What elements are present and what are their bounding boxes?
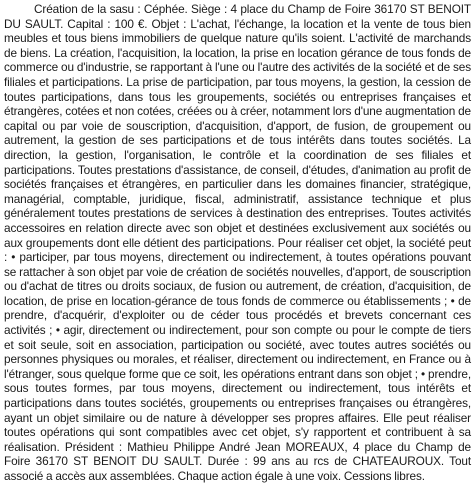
legal-notice-text: Création de la sasu : Céphée. Siège : 4 place du Champ de Foire 36170 ST BENOIT DU SAULT. Capital : 100 €. Objet : L'achat, l'échange, la location et la vente de tous bien meubles et tous biens immobiliers de quelque nature qu'ils soient. L'activité de marchands de biens. La création, l'acquisition, la location, la prise en location gérance de tous fonds de commerce ou d'industrie, se rapportant à l'une ou l'autre des activités de la société et de ses filiales et participations. La prise de participation, par tous moyens, la gestion, la cession de toutes participations, dans tous les groupements, sociétés ou entreprises françaises et étrangères, cotées et non cotées, créées ou à créer, notamment lors d'une augmentation de capital ou par voie de souscription, d'acquisition, d'apport, de fusion, de groupement ou autrement, la gestion de ses participations et de tous intérêts dans toutes sociétés. La direction, la gestion, l'organisation, le contrôle et la coordination de ses filiales et participations. Toutes prestations d'assistance, de conseil, d'études, d'animation au profit de sociétés françaises et étrangères, en particulier dans les domaines financier, stratégique, managérial, comptable, juridique, fiscal, administratif, assistance technique et plus généralement toutes prestations de services à destination des entreprises. Toutes activités accessoires en relation directe avec son objet et destinées exclusivement aux sociétés ou aux groupements dont elle détient des participations. Pour réaliser cet objet, la société peut : • participer, par tous moyens, directement ou indirectement, à toutes opérations pouvant se rattacher à son objet par voie de création de sociétés nouvelles, d'apport, de souscription ou d'achat de titres ou droits sociaux, de fusion ou autrement, de création, d'acquisition, de location, de prise en location-gérance de tous fonds de commerce ou établissements ; • de prendre, d'acquérir, d'exploiter ou de céder tous procédés et brevets concernant ces activités ; • agir, directement ou indirectement, pour son compte ou pour le compte de tiers et soit seule, soit en association, participation ou société, avec toutes autres sociétés ou personnes physiques ou morales, et réaliser, directement ou indirectement, en France ou à l'étranger, sous quelque forme que ce soit, les opérations entrant dans son objet ; • prendre, sous toutes formes, par tous moyens, directement ou indirectement, tous intérêts et participations dans toutes sociétés, groupements ou entreprises françaises ou étrangères, ayant un objet similaire ou de nature à développer ses propres affaires. Elle peut réaliser toutes opérations qui sont compatibles avec cet objet, s'y rapportent et contribuent à sa réalisation. Président : Mathieu Philippe André Jean MOREAUX, 4 place du Champ de Foire 36170 ST BENOIT DU SAULT. Durée : 99 ans au rcs de CHATEAUROUX. Tout associé a accès aux assemblées. Chaque action égale à une voix. Cessions libres. <box>4 2 471 483</box>
